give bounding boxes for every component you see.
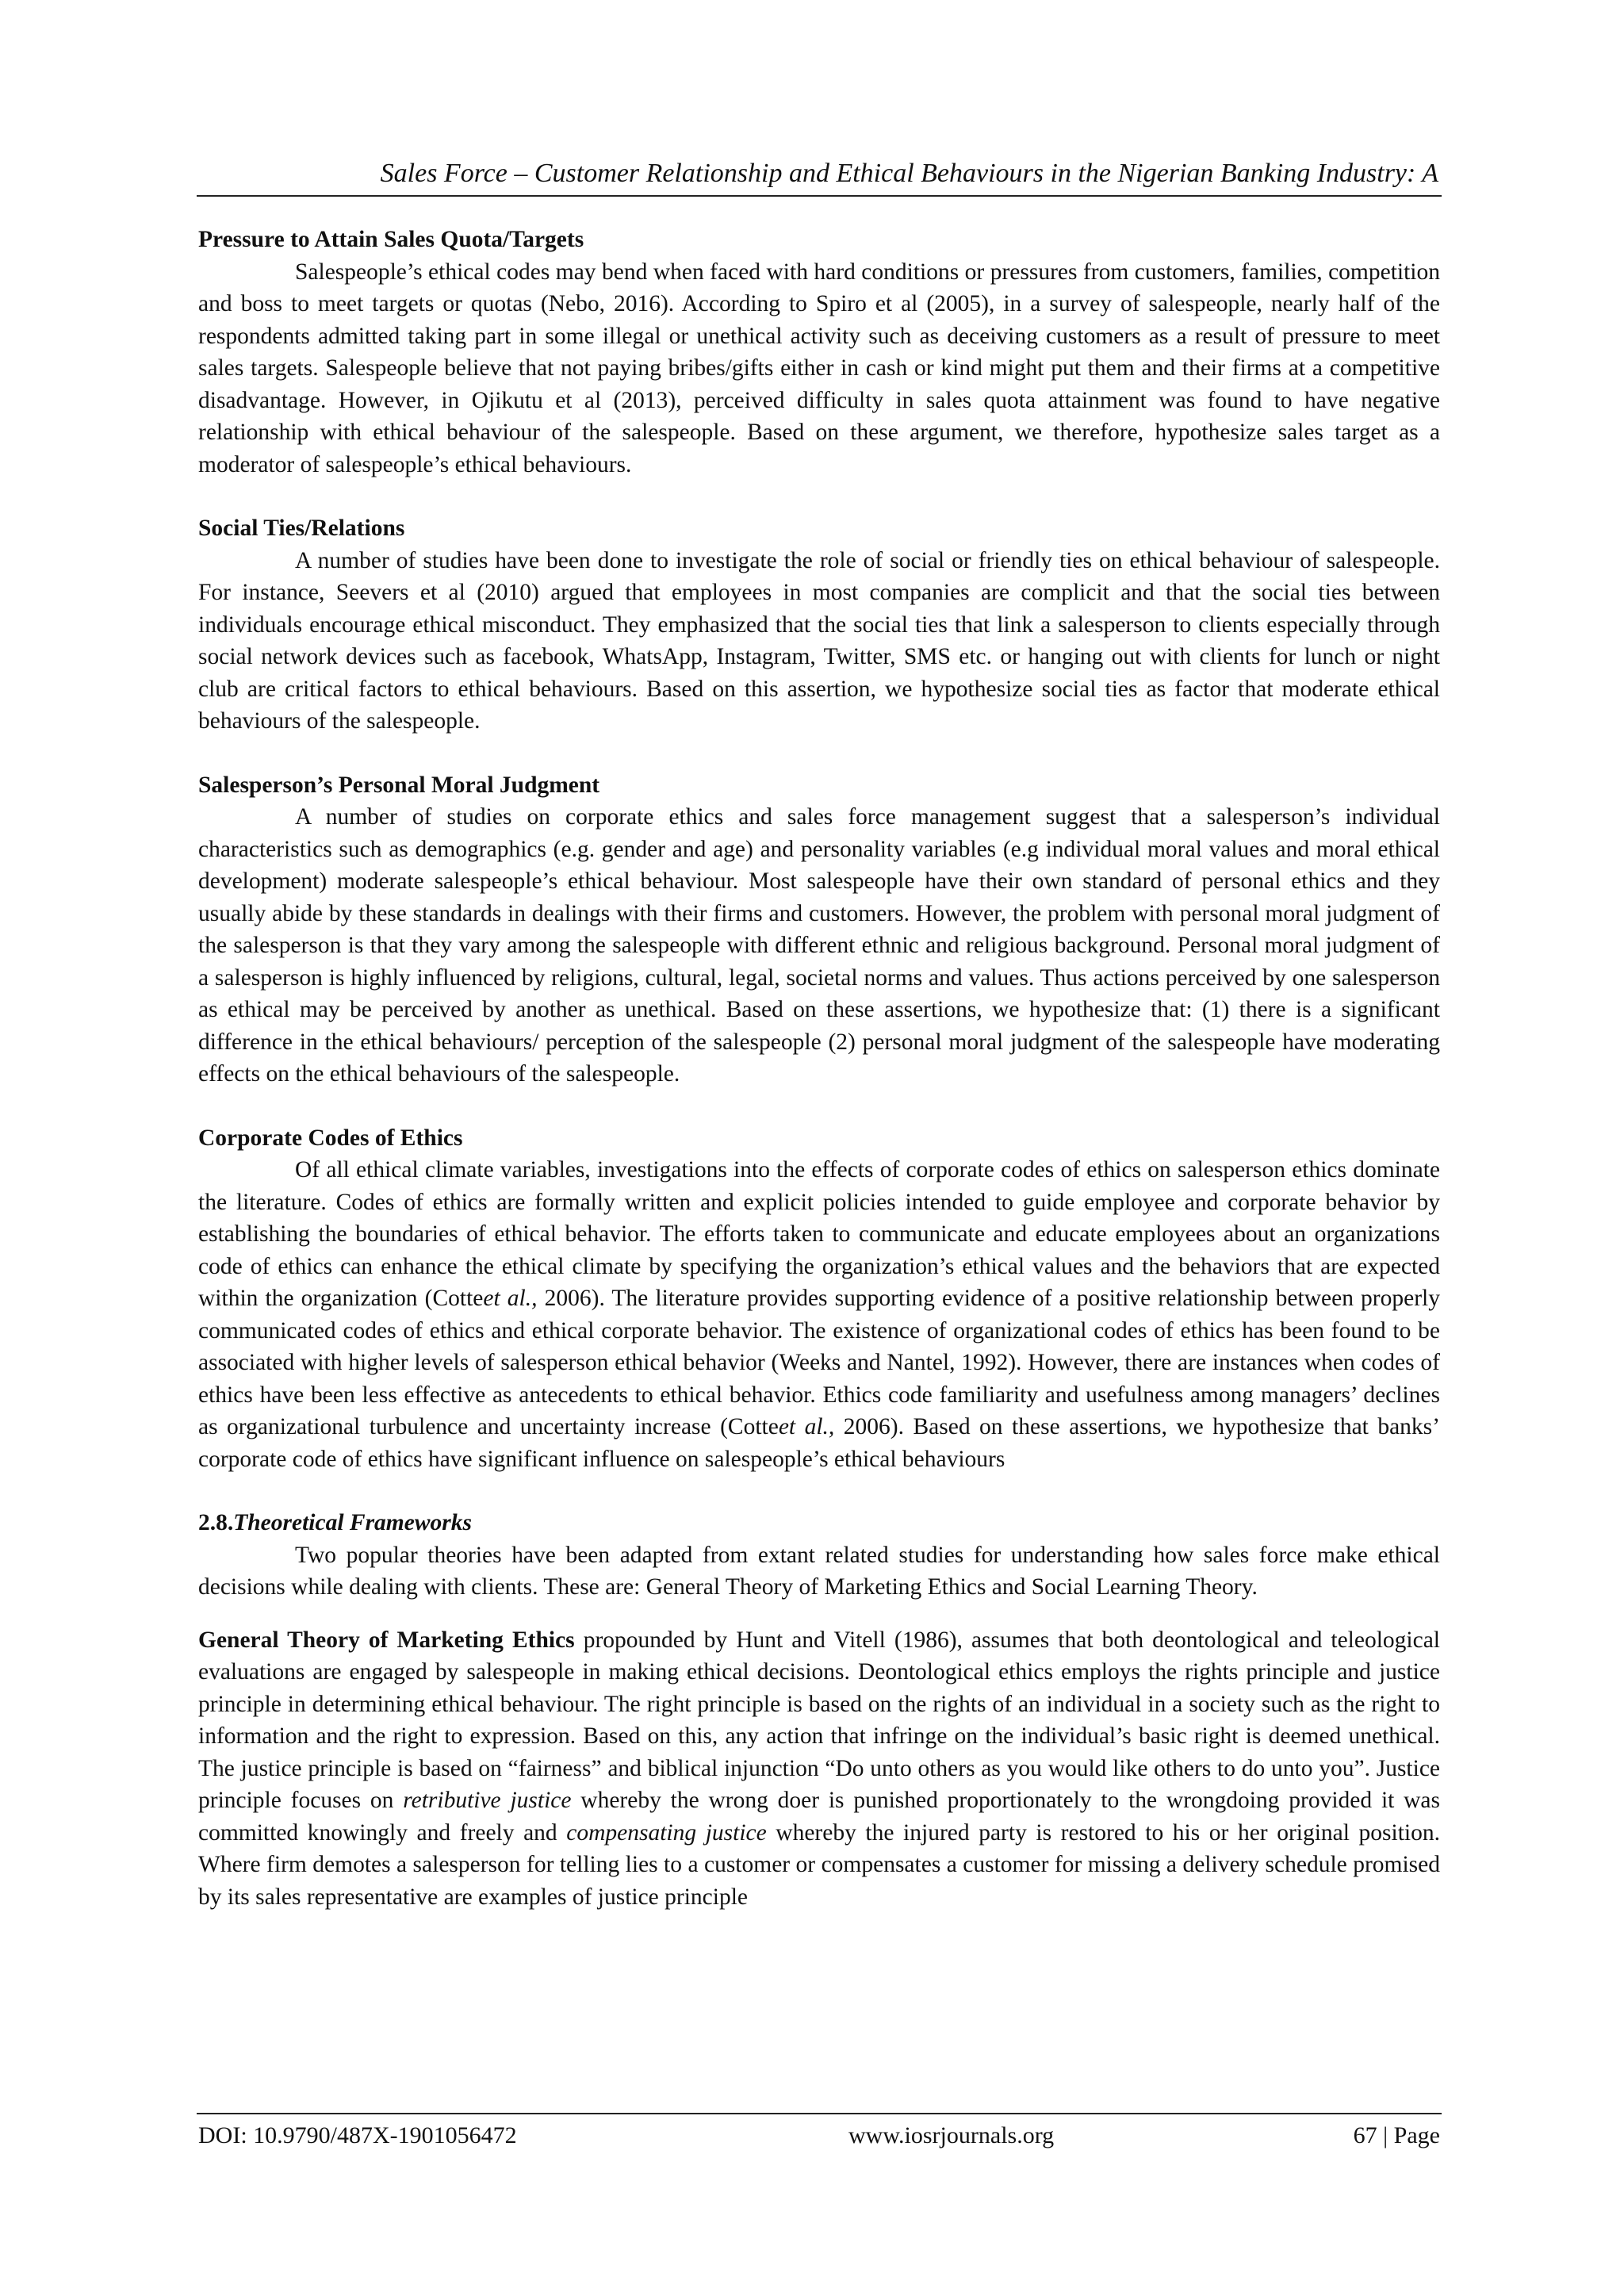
codes-text-3: 2006). Based on these assertions, we hypothesize that banks’ corporate code of ethics have significant influence on salespeople’s ethical behaviours: [198, 1414, 1440, 1472]
footer-website: www.iosrjournals.org: [848, 2122, 1055, 2148]
paragraph-moral-judgment: A number of studies on corporate ethics and sales force management suggest that a salesperson’s individual characteristics such as demographics (e.g. gender and age) and personality variables (e.g individual moral values and moral ethical development) moderate salespeople’s ethical behaviour. Most salespeople have their own standard of personal ethics and they usually abide by these standards in dealings with their firms and customers. However, the problem with personal moral judgment of the salesperson is that they vary among the salespeople with different ethnic and religious background. Personal moral judgment of a salesperson is highly influenced by religions, cultural, legal, societal norms and values. Thus actions perceived by one salesperson as ethical may be perceived by another as unethical. Based on these assertions, we hypothesize that: (1) there is a significant difference in the ethical behaviours/ perception of the salespeople (2) personal moral judgment of the salespeople have moderating effects on the ethical behaviours of the salespeople.: [198, 804, 1440, 1087]
general-theory-text-2: whereby the wrong doer is punished proportionately to the wrongdoing provided it was committed knowingly and freely and: [198, 1788, 1441, 1846]
running-header: [197, 151, 1442, 197]
paragraph-codes-of-ethics: [198, 1154, 1440, 1475]
section-title: Theoretical Frameworks: [233, 1510, 472, 1535]
codes-text-1: Of all ethical climate variables, investigations into the effects of corporate codes of ethics on salesperson ethics dominate the literature. Codes of ethics are formally written and explicit policies intended to guide employee and corporate behavior by establishing the boundaries of ethical behavior. The efforts taken to communicate and educate employees about an organizations code of ethics can enhance the ethical climate by specifying the organization’s ethical values and the behaviors that are expected within the organization (Cotte: [198, 1157, 1440, 1311]
codes-etal-1: et al.,: [483, 1286, 538, 1311]
term-compensating-justice: compensating justice: [566, 1819, 767, 1846]
running-title: Sales Force – Customer Relationship and Ethical Behaviours in the Nigerian Banking Industry: A: [380, 159, 1438, 188]
footer-doi: DOI: 10.9790/487X-1901056472: [198, 2122, 517, 2148]
section-heading-frameworks: [198, 1507, 1440, 1539]
section-number: 2.8.: [198, 1510, 234, 1535]
paragraph-general-theory: [198, 1624, 1440, 1914]
section-heading-codes-of-ethics: Corporate Codes of Ethics: [198, 1125, 463, 1151]
general-theory-text-1: propounded by Hunt and Vitell (1986), assumes that both deontological and teleological evaluations are engaged by salespeople in making ethical decisions. Deontological ethics employs the rights principle and justice principle in determining ethical behaviour. The right principle is based on the rights of an individual in a society such as the right to information and the right to expression. Based on this, any action that infringe on the individual’s basic right is deemed unethical. The justice principle is based on “fairness” and biblical injunction “Do unto others as you would like others to do unto you”. Justice principle focuses on: [198, 1627, 1440, 1813]
section-heading-pressure: Pressure to Attain Sales Quota/Targets: [198, 227, 584, 252]
section-heading-moral-judgment: Salesperson’s Personal Moral Judgment: [198, 772, 600, 798]
article-body: [198, 224, 1440, 1913]
paragraph-frameworks: Two popular theories have been adapted from extant related studies for understanding how sales force make ethical decisions while dealing with clients. These are: General Theory of Marketing Ethics and Social Learning Theory.: [198, 1542, 1440, 1600]
paragraph-pressure: Salespeople’s ethical codes may bend when faced with hard conditions or pressures from customers, families, competition and boss to meet targets or quotas (Nebo, 2016). According to Spiro et al (2005), in a survey of salespeople, nearly half of the respondents admitted taking part in some illegal or unethical activity such as deceiving customers as a result of pressure to meet sales targets. Salespeople believe that not paying bribes/gifts either in cash or kind might put them and their firms at a competitive disadvantage. However, in Ojikutu et al (2013), perceived difficulty in sales quota attainment was found to have negative relationship with ethical behaviour of the salespeople. Based on these argument, we therefore, hypothesize sales target as a moderator of salespeople’s ethical behaviours.: [198, 259, 1440, 477]
term-retributive-justice: retributive justice: [403, 1788, 572, 1813]
codes-etal-2: et al.,: [778, 1414, 835, 1439]
page-footer: [197, 2113, 1442, 2160]
general-theory-text-3: whereby the injured party is restored to his or her original position. Where firm demotes a salesperson for telling lies to a customer or compensates a customer for missing a delivery schedule promised by its sales representative are examples of justice principle: [198, 1819, 1440, 1910]
footer-page-number: 67 | Page: [1353, 2122, 1440, 2148]
section-heading-social-ties: Social Ties/Relations: [198, 516, 405, 541]
codes-text-2: 2006). The literature provides supporting evidence of a positive relationship between properly communicated codes of ethics and ethical corporate behavior. The existence of organizational codes of ethics has been found to be associated with higher levels of salesperson ethical behavior (Weeks and Nantel, 1992). However, there are instances when codes of ethics have been less effective as antecedents to ethical behavior. Ethics code familiarity and usefulness among managers’ declines as organizational turbulence and uncertainty increase (Cotte: [198, 1286, 1440, 1439]
paragraph-social-ties: A number of studies have been done to investigate the role of social or friendly ties on ethical behaviour of salespeople. For instance, Seevers et al (2010) argued that employees in most companies are complicit and that the social ties between individuals encourage ethical misconduct. They emphasized that the social ties that link a salesperson to clients especially through social network devices such as facebook, WhatsApp, Instagram, Twitter, SMS etc. or hanging out with clients for lunch or night club are critical factors to ethical behaviours. Based on this assertion, we hypothesize social ties as factor that moderate ethical behaviours of the salespeople.: [198, 547, 1440, 734]
general-theory-lead: General Theory of Marketing Ethics: [198, 1627, 575, 1653]
